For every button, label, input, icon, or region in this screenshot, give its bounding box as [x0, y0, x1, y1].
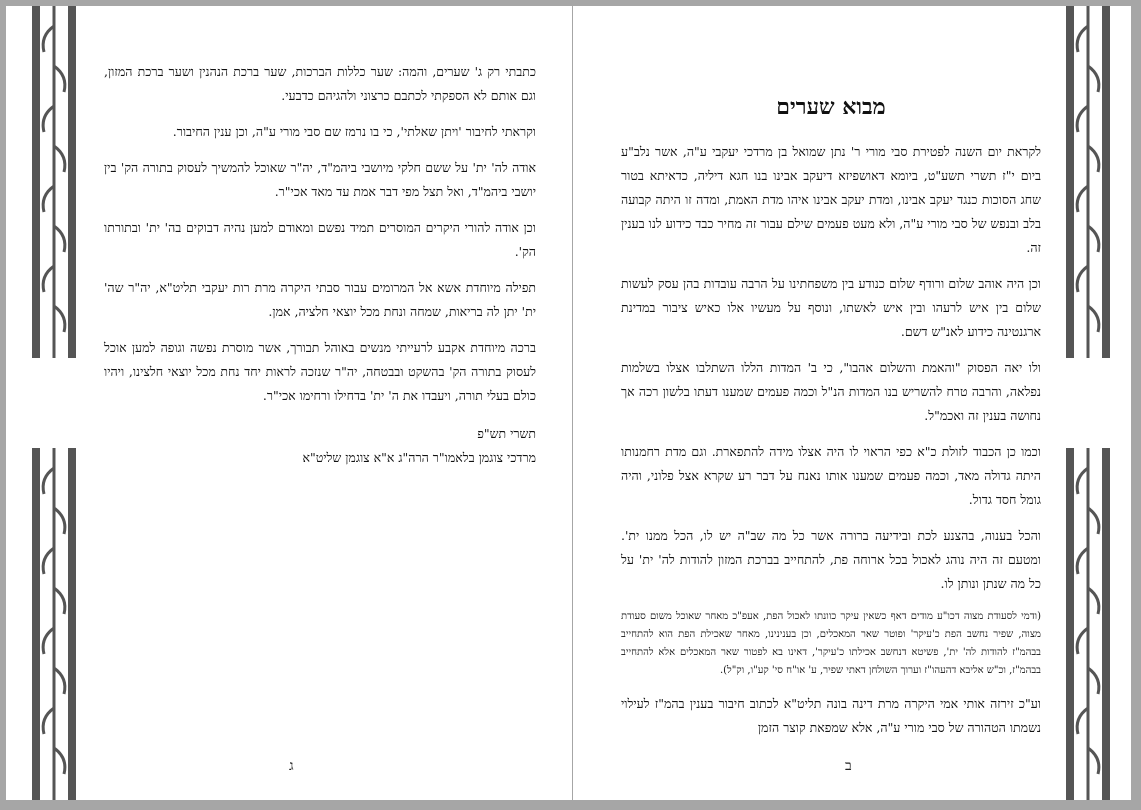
- paragraph: וקראתי לחיבור 'ויתן שאלתי', כי בו נרמז שם סבי מורי ע"ה, וכן ענין החיבור.: [172, 124, 536, 139]
- date-line: תשרי תש"פ: [477, 426, 536, 441]
- paragraph: וכן אודה להורי היקרים המוסרים תמיד נפשם ומאודם למען נהיה דבוקים בה' ית' ובתורתו הק'.: [104, 220, 536, 259]
- ornament-icon: [1066, 448, 1110, 800]
- footnote: (ודמי לסעודת מצוה דכו"ע מודים דאף כשאין עיקר כוונתו לאכול הפת, אעפ"כ מאחר שאוכל משום סעודת מצוה, שפיר נחשב הפת כ'עיקר' ופוטר שאר המאכלים, וכן בענינינו, מאחר שאכילת הפת הוא להתחייב בבהמ"ז להודות לה' ית', פשיטא דנחשב אכילתו כ'עיקר', דאינו בא לפטור שאר המאכלים אלא להתחייב בבהמ"ז, וכ"ש אליבא דהעהו"ז וערוך השולחן דאתי שפיר, ע' או"ח סי' קע"ו, וק"ל).: [621, 611, 1041, 676]
- ornament-icon: [1066, 6, 1110, 358]
- page-number: ג: [289, 758, 294, 774]
- right-page: [573, 6, 1131, 800]
- paragraph: אודה לה' ית' על ששם חלקי מיושבי ביהמ"ד, יה"ר שאוכל להמשיך לעסוק בתורה הק' בין יושבי ביהמ"ד, ואל תצל מפי דבר אמת עד מאד אכי"ר.: [104, 160, 536, 199]
- paragraph: כתבתי רק ג' שערים, והמה: שער כללות הברכות, שער ברכת הנהנין ושער ברכת המזון, וגם אותם לא הספקתי לכתבם כרצוני ולהגיהם כדבעי.: [104, 64, 536, 103]
- paragraph: ולו יאה הפסוק "והאמת והשלום אהבו", כי ב' המדות הללו השתלבו אצלו בשלמות נפלאה, והרבה טרח להשריש בנו המדות הנ"ל וכמה פעמים שמענו דעתו בלשון רכה אך נחושה בענין זה ואכמ"ל.: [621, 360, 1041, 423]
- ornament-icon: [32, 448, 76, 800]
- ornamental-border-lower: [32, 448, 76, 800]
- ornamental-border-upper: [32, 6, 76, 358]
- page-title: מבוא שערים: [776, 94, 886, 120]
- paragraph: והכל בענוה, בהצנע לכת ובידיעה ברורה אשר כל מה שב"ה יש לו, הכל ממנו ית'. ומטעם זה היה נוהג לאכול בכל ארוחה פת, להתחייב בברכת המזון להודות לה' ית' על כל מה שנתן ונותן לו.: [621, 528, 1041, 591]
- paragraph: וכמו כן הכבוד לזולת כ"א כפי הראוי לו היה אצלו מידה להתפארת. וגם מדת רחמנותו היתה גדולה מאד, וכמה פעמים שמענו אותו נאנח על דבר רע שקרא אצל פלוני, והיה גומל חסד גדול.: [621, 444, 1041, 507]
- page-number: ב: [845, 758, 852, 774]
- paragraph: וע"כ זירזה אותי אמי היקרה מרת דינה בונה תליט"א לכתוב חיבור בענין בהמ"ז לעילוי נשמתו הטהורה של סבי מורי ע"ה, אלא שמפאת קוצר הזמן: [621, 696, 1041, 735]
- signature: מרדכי צוגמן בלאמו"ר הרה"ג א"א צוגמן שליט"א: [302, 450, 536, 465]
- right-page-text: [621, 92, 1041, 752]
- paragraph: תפילה מיוחדת אשא אל המרומים עבור סבתי היקרה מרת רות יעקבי תליט"א, יה"ר שה' ית' יתן לה בריאות, שמחה ונחת מכל יוצאי חלציה, אמן.: [104, 280, 536, 319]
- left-page-text: [104, 60, 536, 470]
- left-page: [6, 6, 572, 800]
- paragraph: וכן היה אוהב שלום ורודף שלום כנודע בין משפחתינו על הרבה עובדות בהן עסק לעשות שלום בין איש לרעהו ובין איש לאשתו, ונוסף על מעשיו אלו כאיש ציבור במדינת ארגנטינה כידוע לאנ"ש דשם.: [621, 276, 1041, 339]
- ornamental-border-lower: [1066, 448, 1110, 800]
- ornament-icon: [32, 6, 76, 358]
- ornamental-border-upper: [1066, 6, 1110, 358]
- paragraph: ברכה מיוחדת אקבע לרעייתי מנשים באוהל תבורך, אשר מוסרת נפשה וגופה למען אוכל לעסוק בתורה הק' בהשקט ובבטחה, יה"ר שנזכה לראות יחד נחת מכל יוצאי חלצינו, ויהיו כולם בעלי תורה, ויעבדו את ה' ית' בדחילו ורחימו אכי"ר.: [104, 340, 536, 403]
- paragraph: לקראת יום השנה לפטירת סבי מורי ר' נתן שמואל בן מרדכי יעקבי ע"ה, אשר נלב"ע ביום י"ז תשרי תשע"ט, ביומא דאושפיזא דיעקב אבינו בנו חגא דיליה, כדאיתא בטור שחג הסוכות כנגד יעקב אבינו, ומדת יעקב אבינו איהו מדת האמת, ומדה זו היתה קבועה בלב ובנפש של סבי מורי ע"ה, ולא מעט פעמים שילם עבור זה מחיר כבד כידוע לנו בענין זה.: [621, 144, 1041, 255]
